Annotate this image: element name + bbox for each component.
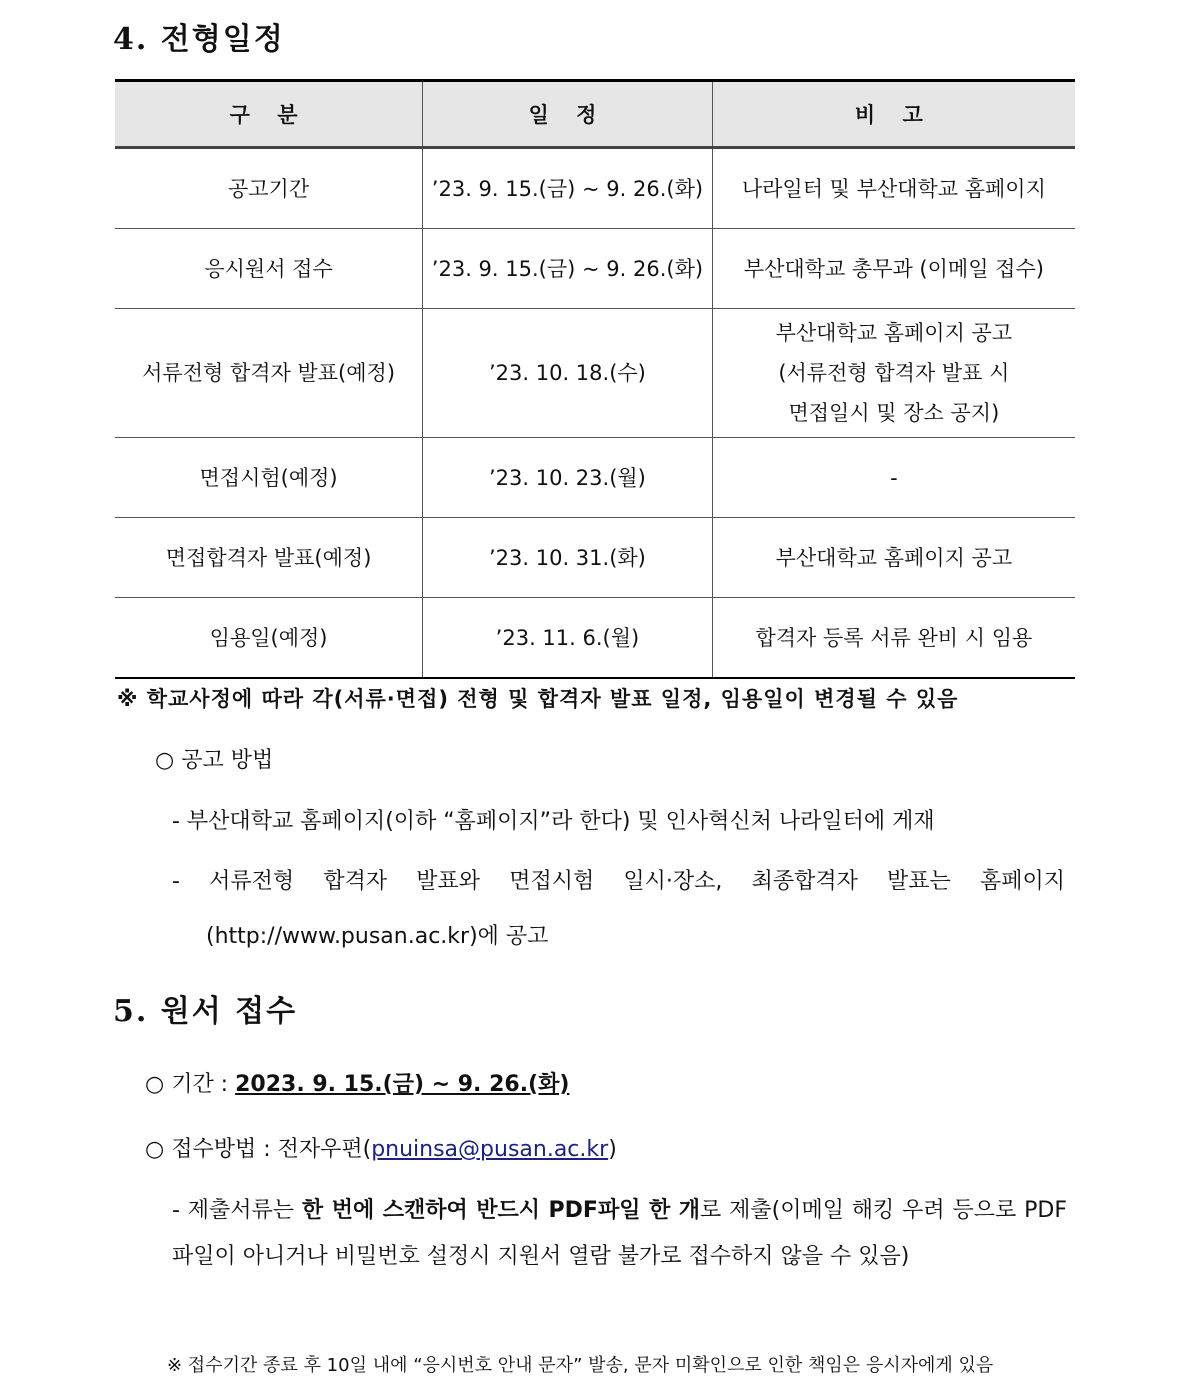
row-schedule: ’23. 9. 15.(금) ~ 9. 26.(화) (423, 229, 713, 309)
application-period (145, 1067, 569, 1098)
row-category: 면접시험(예정) (115, 438, 423, 518)
row-remarks (712, 309, 1075, 438)
row-schedule: ’23. 11. 6.(월) (423, 598, 713, 679)
method-close: ) (608, 1137, 617, 1162)
row-schedule: ’23. 9. 15.(금) ~ 9. 26.(화) (423, 148, 713, 229)
section-5-title: 5. 원서 접수 (113, 994, 298, 1029)
period-label: ○ 기간 : (145, 1072, 236, 1097)
header-schedule: 일 정 (423, 81, 713, 148)
table-header-row (115, 81, 1075, 148)
exam-number-note: ※ 접수기간 종료 후 10일 내에 “응시번호 안내 문자” 발송, 문자 미확인으로 인한 책임은 응시자에게 있음 (167, 1355, 994, 1376)
table-row (115, 148, 1075, 229)
submission-requirement (172, 1188, 1067, 1280)
header-remarks: 비 고 (712, 81, 1075, 148)
row-remarks: 나라일터 및 부산대학교 홈페이지 (712, 148, 1075, 229)
table-row (115, 518, 1075, 598)
row-remarks: 합격자 등록 서류 완비 시 임용 (712, 598, 1075, 679)
submit-post: 로 제출(이메일 해킹 우려 등으로 PDF파일이 아니거나 비밀번호 설정시 지원서 열람 불가로 접수하지 않을 수 있음) (172, 1198, 1068, 1269)
row-schedule: ’23. 10. 31.(화) (423, 518, 713, 598)
row-schedule: ’23. 10. 18.(수) (423, 309, 713, 438)
submit-pre: - 제출서류는 (172, 1198, 302, 1223)
row-schedule: ’23. 10. 23.(월) (423, 438, 713, 518)
row-remarks: - (712, 438, 1075, 518)
row-category: 공고기간 (115, 148, 423, 229)
submit-bold: 한 번에 스캔하여 반드시 PDF파일 한 개 (301, 1198, 700, 1223)
table-row (115, 309, 1075, 438)
remarks-line: 부산대학교 홈페이지 공고 (775, 321, 1013, 345)
notice-item-homepage: - 부산대학교 홈페이지(이하 “홈페이지”라 한다) 및 인사혁신처 나라일터에 게재 (172, 809, 935, 834)
table-row (115, 229, 1075, 309)
method-label: ○ 접수방법 : 전자우편( (145, 1137, 372, 1162)
remarks-line: 면접일시 및 장소 공지) (788, 401, 1000, 425)
application-method (145, 1132, 617, 1163)
row-category: 응시원서 접수 (115, 229, 423, 309)
notice-item-results: - 서류전형 합격자 발표와 면접시험 일시·장소, 최종합격자 발표는 홈페이지 (172, 869, 1065, 894)
schedule-change-note: ※ 학교사정에 따라 각(서류·면접) 전형 및 합격자 발표 일정, 임용일이 변경될 수 있음 (117, 687, 959, 711)
section-4-title: 4. 전형일정 (113, 22, 285, 57)
header-category: 구 분 (115, 81, 423, 148)
period-value: 2023. 9. 15.(금) ~ 9. 26.(화) (235, 1072, 570, 1097)
email-link[interactable]: pnuinsa@pusan.ac.kr (371, 1137, 609, 1162)
notice-method-heading: ○ 공고 방법 (155, 748, 274, 773)
schedule-table (115, 79, 1075, 679)
row-remarks: 부산대학교 총무과 (이메일 접수) (712, 229, 1075, 309)
table-row (115, 438, 1075, 518)
row-remarks: 부산대학교 홈페이지 공고 (712, 518, 1075, 598)
row-category: 면접합격자 발표(예정) (115, 518, 423, 598)
remarks-line: (서류전형 합격자 발표 시 (778, 361, 1010, 385)
row-category: 임용일(예정) (115, 598, 423, 679)
row-category: 서류전형 합격자 발표(예정) (115, 309, 423, 438)
table-row (115, 598, 1075, 679)
notice-item-url: (http://www.pusan.ac.kr)에 공고 (206, 924, 549, 949)
